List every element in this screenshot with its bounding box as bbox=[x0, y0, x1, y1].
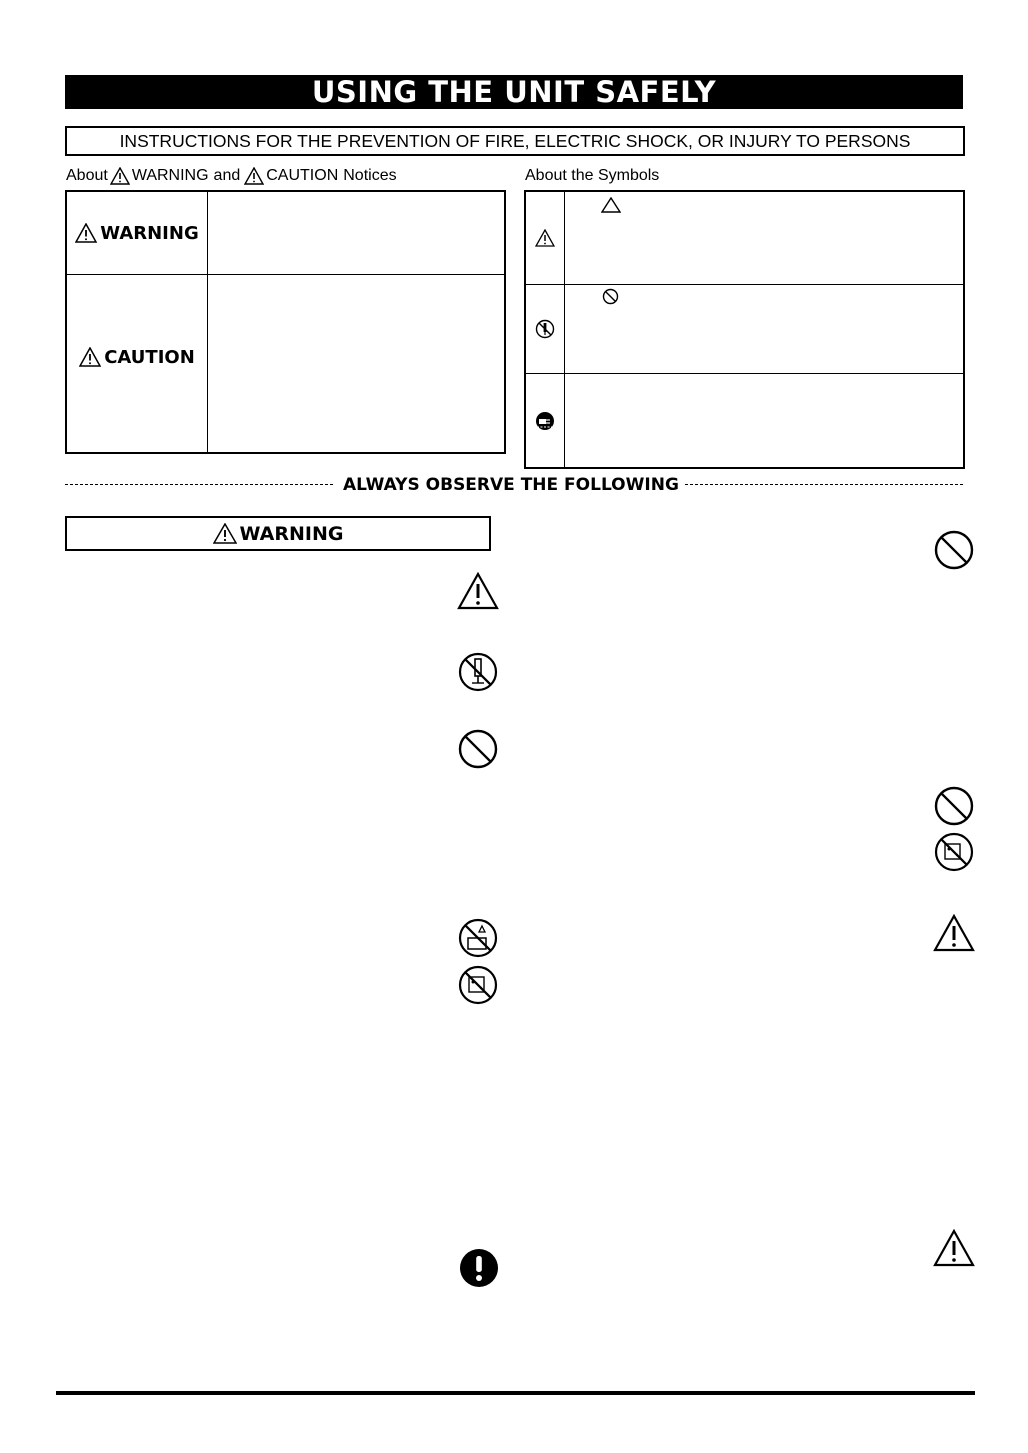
notices-table bbox=[65, 190, 506, 454]
observe-dashed-line-left bbox=[65, 484, 333, 485]
symbols-column-divider bbox=[564, 192, 565, 467]
notices-heading bbox=[66, 166, 397, 186]
page-title: USING THE UNIT SAFELY bbox=[65, 75, 963, 109]
page-subtitle: INSTRUCTIONS FOR THE PREVENTION OF FIRE, ELECTRIC SHOCK, OR INJURY TO PERSONS bbox=[65, 126, 965, 156]
disassembly-prohibited-icon bbox=[458, 652, 498, 692]
footer-rule bbox=[56, 1391, 975, 1395]
warning-triangle-icon bbox=[213, 523, 237, 544]
warning-triangle-icon bbox=[244, 167, 264, 185]
notice-column-divider bbox=[207, 192, 208, 452]
warning-triangle-icon bbox=[457, 572, 499, 610]
observe-dashed-line-right bbox=[685, 484, 963, 485]
unplug-icon bbox=[535, 411, 555, 431]
observe-heading: ALWAYS OBSERVE THE FOLLOWING bbox=[343, 475, 679, 495]
warning-triangle-icon bbox=[933, 1229, 975, 1267]
warning-triangle-icon bbox=[535, 229, 555, 247]
small-prohibited-icon bbox=[602, 288, 619, 305]
notices-heading-caution: CAUTION bbox=[266, 167, 339, 184]
notices-heading-about: About bbox=[66, 167, 108, 184]
notice-caution-label bbox=[67, 275, 207, 439]
notices-heading-notices: Notices bbox=[343, 167, 397, 184]
symbols-row-separator bbox=[526, 284, 963, 285]
symbol-row-2-icon bbox=[526, 285, 564, 373]
symbol-row-3-icon bbox=[526, 374, 564, 467]
no-water-icon bbox=[458, 918, 498, 958]
warning-triangle-icon bbox=[110, 167, 130, 185]
warning-triangle-icon bbox=[933, 914, 975, 952]
symbols-table bbox=[524, 190, 965, 469]
disassembly-prohibited-icon bbox=[535, 319, 555, 339]
warning-section-header bbox=[65, 516, 491, 551]
notice-warning-label bbox=[67, 192, 207, 274]
mandatory-icon bbox=[459, 1248, 499, 1288]
warning-triangle-icon bbox=[79, 347, 101, 367]
small-triangle-icon bbox=[601, 197, 621, 213]
symbols-heading: About the Symbols bbox=[525, 167, 660, 184]
notices-heading-and: and bbox=[213, 167, 241, 184]
symbols-row-separator bbox=[526, 373, 963, 374]
warning-triangle-icon bbox=[75, 223, 97, 243]
warning-section-label: WARNING bbox=[239, 522, 344, 545]
prohibited-icon bbox=[458, 729, 498, 769]
prohibited-icon bbox=[934, 530, 974, 570]
no-children-icon bbox=[458, 965, 498, 1005]
no-children-icon bbox=[934, 832, 974, 872]
symbol-row-1-icon bbox=[526, 192, 564, 284]
prohibited-icon bbox=[934, 786, 974, 826]
notice-caution-text: CAUTION bbox=[104, 346, 195, 368]
notices-heading-warning: WARNING bbox=[131, 167, 209, 184]
notice-warning-text: WARNING bbox=[100, 222, 199, 244]
